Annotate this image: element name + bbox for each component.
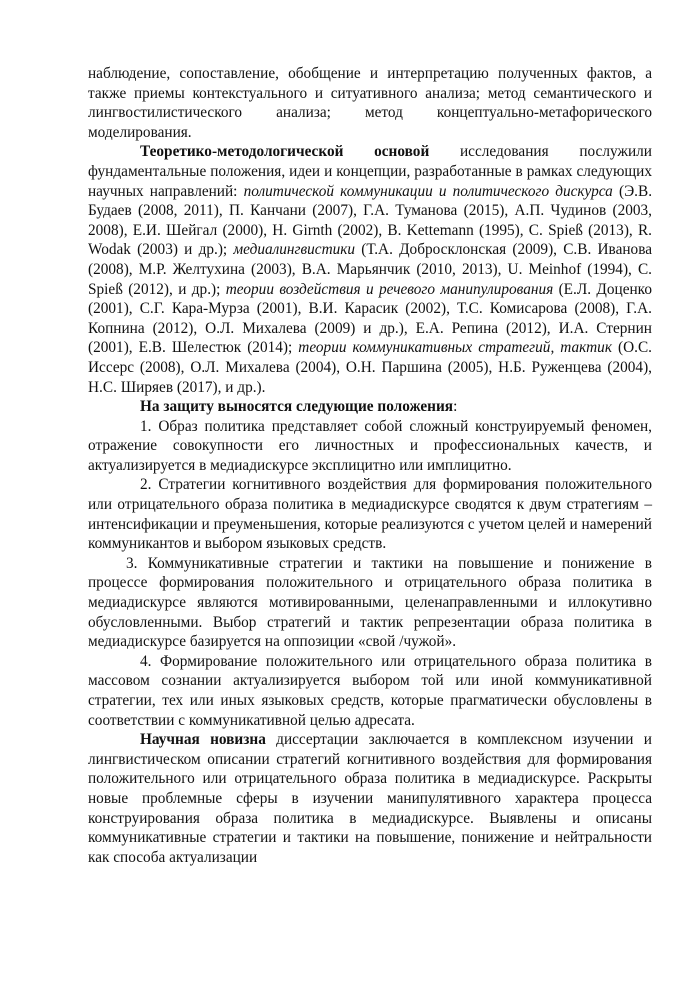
provision-2: 2. Стратегии когнитивного воздействия для формирования положительного или отрицательного образа политика в медиадискурсе сводятся к двум стратегиям – интенсификации и преуменьшения, которые реализуются с учетом целей и намерений коммуникантов и выбором языковых средств. bbox=[88, 476, 652, 553]
heading-defense-provisions: На защиту выносятся следующие положения bbox=[140, 398, 454, 416]
paragraph-theoretical-basis: Теоретико-методологической основой исследования послужили фундаментальные положения, идеи и концепции, разработанные в рамках следующих научных направлений: политической коммуникации и политического дискурса (Э.В. Будаев (2008, 2011), П. Канчани (2007), Г.А. Туманова (2015), А.П. Чудинов (2003, 2008), Е.И. Шейгал (2000), H. Girnth (2002), B. Kettemann (1995), C. Spieß (2013), R. Wodak (2003) и др.); медиалингвистики (Т.А. Добросклонская (2009), С.В. Иванова (2008), М.Р. Желтухина (2003), В.А. Марьянчик (2010, 2013), U. Meinhof (1994), C. Spieß (2012), и др.); теории воздействия и речевого манипулирования (Е.Л. Доценко (2001), С.Г. Кара-Мурза (2001), В.И. Карасик (2002), Т.С. Комисарова (2008), Г.А. Копнина (2012), О.Л. Михалева (2009) и др.), Е.А. Репина (2012), И.А. Стернин (2001), Е.В. Шелестюк (2014); теории коммуникативных стратегий, тактик (О.С. Иссерс (2008), О.Л. Михалева (2004), О.Н. Паршина (2005), Н.Б. Руженцева (2004), Н.С. Ширяев (2017), и др.). bbox=[88, 143, 653, 396]
heading-theoretical-basis: Теоретико-методологической основой bbox=[140, 143, 430, 161]
provision-1: 1. Образ политика представляет собой сложный конструируемый феномен, отражение совокупности его личностных и профессиональных качеств, и актуализируется в медиадискурсе эксплицитно или имплицитно. bbox=[88, 417, 652, 474]
term-communicative-strategies: теории коммуникативных стратегий, тактик bbox=[298, 339, 612, 357]
paragraph-scientific-novelty: Научная новизна диссертации заключается в комплексном изучении и лингвистическом описании стратегий когнитивного воздействия для формирования положительного или отрицательного образа политика в медиадискурсе. Раскрыты новые проблемные сферы в изучении манипулятивного характера процесса конструирования образа политика в медиадискурсе. Выявлены и описаны коммуникативные стратегии и тактики на повышение, понижение и нейтральности как способа актуализации bbox=[88, 731, 652, 866]
term-political-communication: политической коммуникации и политического дискурса bbox=[243, 182, 613, 200]
term-influence-theory: теории воздействия и речевого манипулирования bbox=[225, 280, 554, 298]
provision-3: 3. Коммуникативные стратегии и тактики на повышение и понижение в процессе формирования положительного и отрицательного образа политика в медиадискурсе являются мотивированными, целенаправленными и иллокутивно обусловленными. Выбор стратегий и тактик репрезентации образа политика в медиадискурсе базируется на оппозиции «свой /чужой». bbox=[88, 554, 652, 651]
provision-4: 4. Формирование положительного или отрицательного образа политика в массовом сознании актуализируется выбором той или иной коммуникативной стратегии, тех или иных языковых средств, которые прагматически обусловлены в соответствии с коммуникативной целью адресата. bbox=[88, 652, 652, 729]
term-media-linguistics: медиалингвистики bbox=[233, 241, 356, 259]
paragraph-methods-continuation: наблюдение, сопоставление, обобщение и интерпретацию полученных фактов, а также приемы контекстуального и ситуативного анализа; метод семантического и лингвостилистического анализа; метод концептуально-метафорического моделирования. bbox=[88, 65, 652, 141]
heading-scientific-novelty: Научная новизна bbox=[140, 731, 266, 749]
paragraph-defense-provisions: На защиту выносятся следующие положения: bbox=[140, 398, 458, 416]
